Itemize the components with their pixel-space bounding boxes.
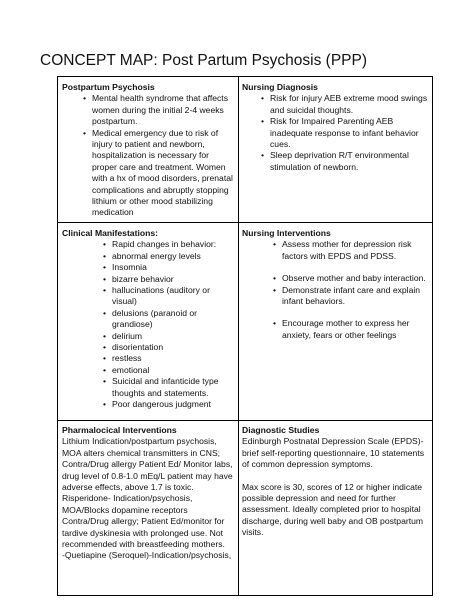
- paragraph: Edinburgh Postnatal Depression Scale (EPDS)-brief self-reporting questionnaire, 10 statements of common depression symptoms.: [242, 436, 425, 470]
- cell-clinical-manifestations: [62, 228, 234, 411]
- text-line: Risperidone- Indication/psychosis, MOA/Blocks dopamine receptors Contra/Drug allergy; Patient Ed/monitor for tardive dyskinesia with prolonged use. Not recommended with breastfeeding mothers.: [62, 493, 225, 550]
- concept-map-table: [57, 76, 433, 596]
- list-item: • Poor dangerous judgment: [112, 399, 234, 410]
- cell-heading: Nursing Diagnosis: [242, 82, 318, 92]
- cell-heading: Nursing Interventions: [242, 228, 331, 238]
- list-item: • emotional: [112, 365, 234, 376]
- list-item: • disorientation: [112, 342, 234, 353]
- text-line: Lithium Indication/postpartum psychosis, MOA alters chemical transmitters in CNS; Contra/Drug allergy Patient Ed/ Monitor labs, drug level of 0.8-1.0 mEq/L patient may have adverse effects, above 1.7 is toxic.: [62, 436, 233, 493]
- list-item: • Observe mother and baby interaction.: [282, 273, 430, 284]
- list-item: • Suicidal and infanticide type thoughts and statements.: [112, 376, 234, 399]
- list-item: • bizarre behavior: [112, 274, 234, 285]
- list-item: • delirium: [112, 331, 234, 342]
- list-item: • Demonstrate infant care and explain infant behaviors.: [282, 285, 430, 308]
- list-item: • Rapid changes in behavior:: [112, 239, 234, 250]
- cell-heading: Pharmalocical Interventions: [62, 425, 177, 435]
- page-title: CONCEPT MAP: Post Partum Psychosis (PPP): [40, 52, 368, 69]
- column-divider: [238, 77, 239, 595]
- list-item: • Mental health syndrome that affects women during the initial 2-4 weeks postpartum.: [92, 93, 234, 127]
- list-item: • hallucinations (auditory or visual): [112, 285, 234, 308]
- cell-postpartum-psychosis: [62, 82, 234, 219]
- spacer: [282, 307, 430, 318]
- cell-nursing-interventions: [242, 228, 430, 341]
- spacer: [282, 262, 430, 273]
- cell-heading: Postpartum Psychosis: [62, 82, 155, 92]
- row-divider: [58, 420, 432, 421]
- spacer: [242, 471, 430, 482]
- list-item: • Sleep deprivation R/T environmental stimulation of newborn.: [270, 150, 430, 173]
- list-item: • Encourage mother to express her anxiety, fears or other feelings: [282, 318, 430, 341]
- list-item: • delusions (paranoid or grandiose): [112, 308, 234, 331]
- cell-pharmacological-interventions: [62, 425, 236, 562]
- row-divider: [58, 222, 432, 223]
- paragraph: Max score is 30, scores of 12 or higher indicate possible depression and need for further assessment. Ideally completed prior to hospital discharge, during well baby and OB postpartum visits.: [242, 481, 424, 538]
- list-item: • Risk for injury AEB extreme mood swings and suicidal thoughts.: [270, 93, 430, 116]
- cell-diagnostic-studies: [242, 425, 430, 539]
- text-line: -Quetiapine (Seroquel)-Indication/psychosis,: [62, 550, 232, 561]
- list-item: • Insomnia: [112, 262, 234, 273]
- cell-heading: Diagnostic Studies: [242, 425, 320, 435]
- cell-heading: Clinical Manifestations:: [62, 228, 158, 238]
- cell-nursing-diagnosis: [242, 82, 430, 173]
- list-item: • restless: [112, 353, 234, 364]
- list-item: • Medical emergency due to risk of injury to patient and newborn, hospitalization is necessary for proper care and treatment. Women with a hx of mood disorders, prenatal complications and abruptly stopping lithium or other mood stabilizing medication: [92, 128, 234, 219]
- list-item: • Risk for Impaired Parenting AEB inadequate response to infant behavior cues.: [270, 116, 430, 150]
- list-item: • abnormal energy levels: [112, 251, 234, 262]
- list-item: • Assess mother for depression risk factors with EPDS and PDSS.: [282, 239, 430, 262]
